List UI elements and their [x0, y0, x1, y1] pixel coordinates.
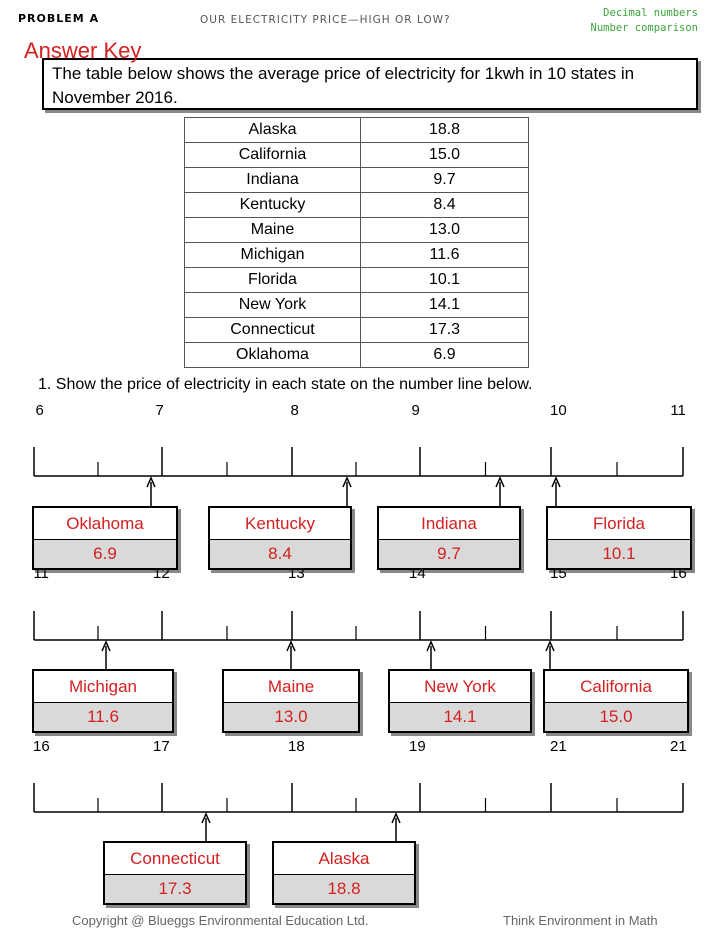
state-cell: Oklahoma: [185, 343, 361, 368]
tick-label: 8: [290, 402, 299, 419]
tick-label: 16: [669, 565, 687, 582]
state-name: Oklahoma: [34, 508, 176, 540]
state-name: New York: [390, 671, 530, 703]
state-price: 11.6: [34, 703, 172, 731]
state-name: Maine: [224, 671, 358, 703]
problem-label: PROBLEM A: [18, 12, 100, 25]
state-cell: Maine: [185, 218, 361, 243]
state-price: 15.0: [545, 703, 687, 731]
tick-label: 7: [155, 402, 164, 419]
topic-tag: Decimal numbers: [603, 7, 698, 19]
state-name: Kentucky: [210, 508, 350, 540]
tick-label: 21: [669, 738, 687, 755]
tick-label: 16: [32, 738, 50, 755]
tick-label: 11: [670, 402, 686, 419]
state-price: 8.4: [210, 540, 350, 568]
tick-label: 12: [152, 565, 170, 582]
tick-label: 15: [549, 565, 567, 582]
tick-label: 18: [287, 738, 305, 755]
state-cell: Connecticut: [185, 318, 361, 343]
state-cell: Michigan: [185, 243, 361, 268]
state-price-label: [32, 669, 174, 733]
tick-label: 19: [408, 738, 426, 755]
state-price-label: [272, 841, 416, 905]
state-price: 18.8: [274, 875, 414, 903]
tick-label: 14: [408, 565, 426, 582]
state-name: Michigan: [34, 671, 172, 703]
footer-tagline: Think Environment in Math: [503, 913, 658, 928]
state-cell: Indiana: [185, 168, 361, 193]
question-text: 1. Show the price of electricity in each state on the number line below.: [38, 376, 533, 393]
state-cell: Florida: [185, 268, 361, 293]
tick-label: 11: [33, 565, 49, 582]
state-cell: California: [185, 143, 361, 168]
state-price-label: [377, 506, 521, 570]
price-cell: 15.0: [361, 143, 529, 168]
state-price: 17.3: [105, 875, 245, 903]
state-price: 9.7: [379, 540, 519, 568]
state-price: 6.9: [34, 540, 176, 568]
intro-box: The table below shows the average price of electricity for 1kwh in 10 states in November 2016.: [42, 58, 698, 110]
price-cell: 11.6: [361, 243, 529, 268]
price-cell: 8.4: [361, 193, 529, 218]
state-cell: Kentucky: [185, 193, 361, 218]
tick-label: 13: [287, 565, 305, 582]
answer-key-label: Answer Key: [24, 38, 142, 63]
tick-label: 17: [152, 738, 170, 755]
state-price-label: [546, 506, 692, 570]
price-cell: 13.0: [361, 218, 529, 243]
tick-label: 9: [411, 402, 420, 419]
price-cell: 17.3: [361, 318, 529, 343]
price-cell: 9.7: [361, 168, 529, 193]
state-price: 14.1: [390, 703, 530, 731]
state-price-label: [208, 506, 352, 570]
state-name: Florida: [548, 508, 690, 540]
topic-tag: Number comparison: [590, 22, 698, 34]
state-name: Alaska: [274, 843, 414, 875]
state-price: 10.1: [548, 540, 690, 568]
tick-label: 6: [35, 402, 44, 419]
footer-copyright: Copyright @ Blueggs Environmental Education Ltd.: [72, 913, 369, 928]
price-cell: 10.1: [361, 268, 529, 293]
price-cell: 18.8: [361, 118, 529, 143]
tick-label: 21: [549, 738, 567, 755]
state-price-label: [32, 506, 178, 570]
state-cell: New York: [185, 293, 361, 318]
price-cell: 6.9: [361, 343, 529, 368]
price-cell: 14.1: [361, 293, 529, 318]
state-name: California: [545, 671, 687, 703]
worksheet-title: OUR ELECTRICITY PRICE—HIGH OR LOW?: [200, 14, 451, 26]
state-name: Indiana: [379, 508, 519, 540]
state-price-label: [222, 669, 360, 733]
state-price-label: [388, 669, 532, 733]
state-cell: Alaska: [185, 118, 361, 143]
state-price: 13.0: [224, 703, 358, 731]
state-name: Connecticut: [105, 843, 245, 875]
state-price-label: [103, 841, 247, 905]
tick-label: 10: [549, 402, 567, 419]
state-price-label: [543, 669, 689, 733]
